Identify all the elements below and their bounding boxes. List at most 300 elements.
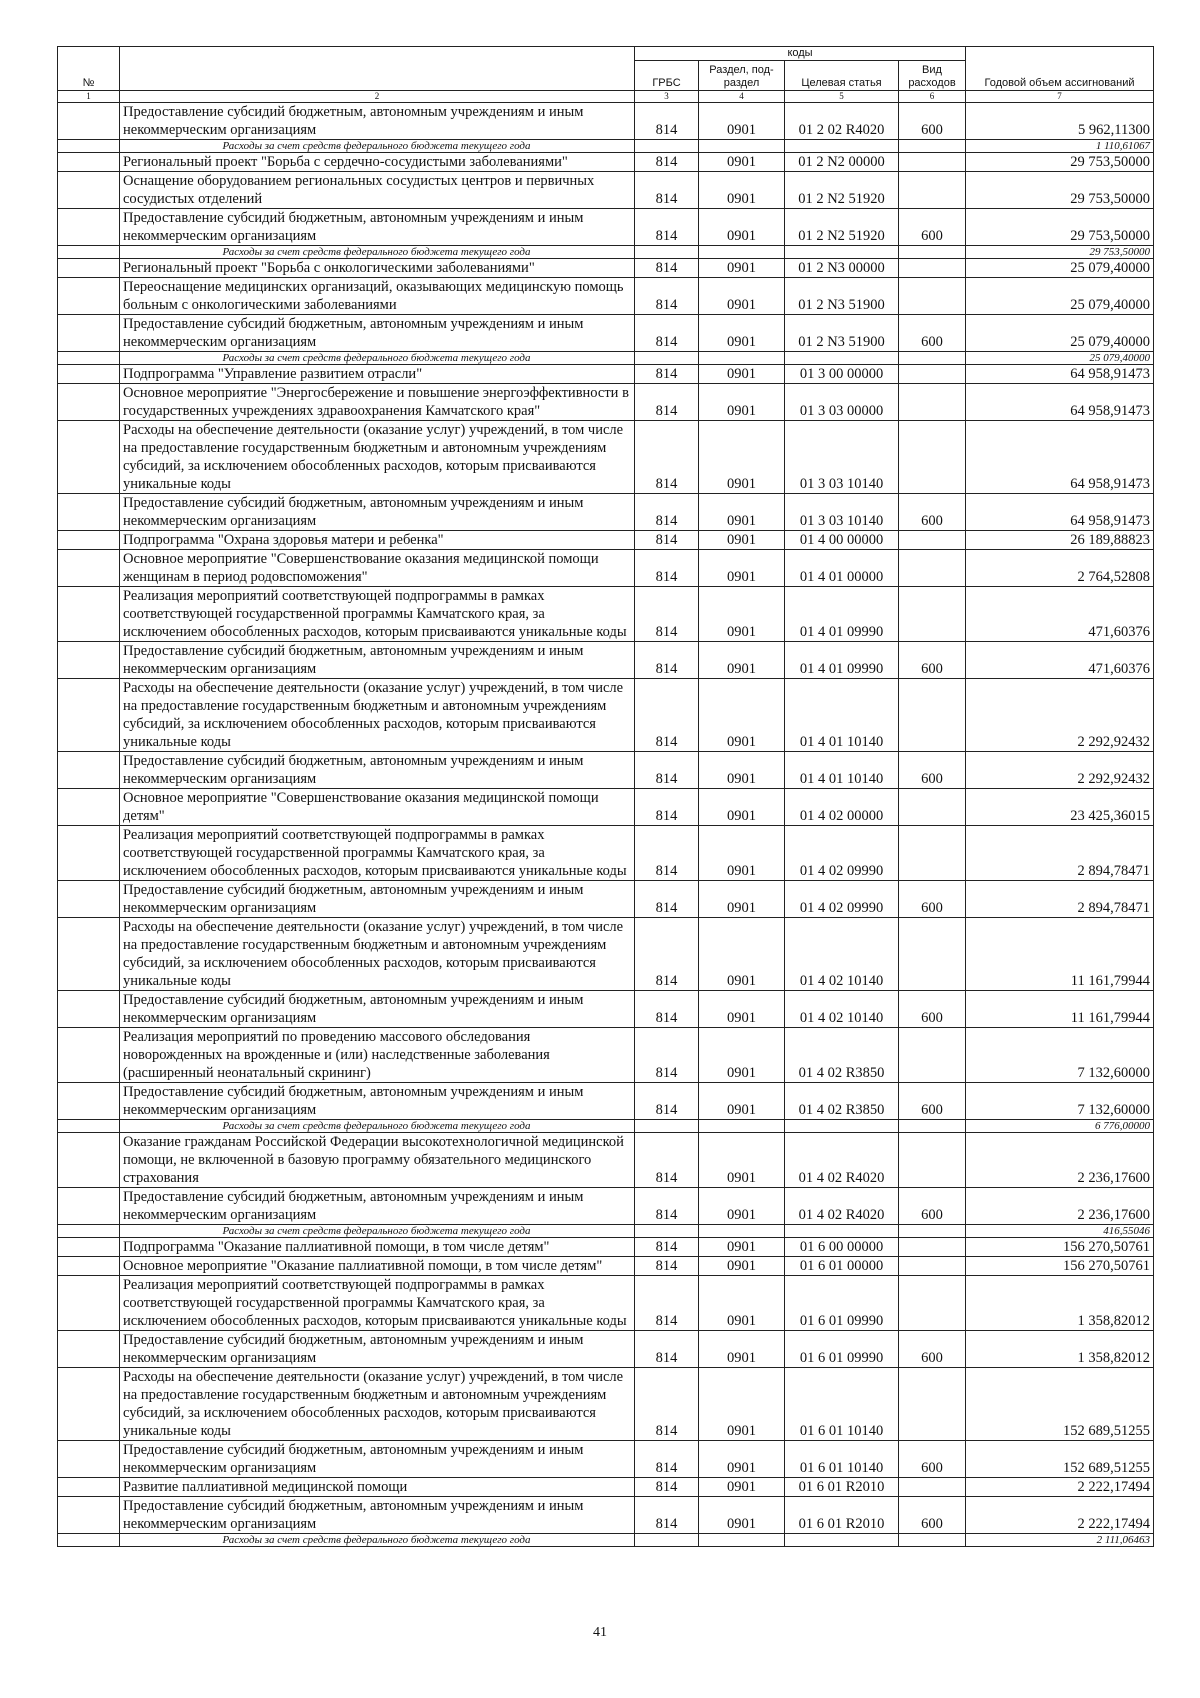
row-sum-cell: 1 110,61067 <box>966 140 1154 153</box>
table-row <box>58 209 1154 246</box>
row-name-cell: Предоставление субсидий бюджетным, автономным учреждениям и иным некоммерческим организациям <box>120 1441 635 1478</box>
row-razdel-cell: 0901 <box>699 1478 785 1497</box>
row-number-cell <box>58 918 120 991</box>
row-number-cell <box>58 1188 120 1225</box>
row-razdel-cell: 0901 <box>699 209 785 246</box>
row-razdel-cell: 0901 <box>699 826 785 881</box>
row-grbs-cell: 814 <box>635 881 699 918</box>
row-number-cell <box>58 172 120 209</box>
row-expense-type-cell: 600 <box>899 494 966 531</box>
header-target-article: Целевая статья <box>785 61 899 91</box>
header-index: 7 <box>966 91 1154 103</box>
table-row <box>58 172 1154 209</box>
row-razdel-cell: 0901 <box>699 679 785 752</box>
row-razdel-cell: 0901 <box>699 789 785 826</box>
row-target-article-cell: 01 4 02 10140 <box>785 918 899 991</box>
table-row <box>58 103 1154 140</box>
table-row <box>58 531 1154 550</box>
row-sum-cell: 26 189,88823 <box>966 531 1154 550</box>
row-grbs-cell: 814 <box>635 918 699 991</box>
row-sum-cell: 416,55046 <box>966 1225 1154 1238</box>
row-expense-type-cell <box>899 384 966 421</box>
row-expense-type-cell <box>899 1368 966 1441</box>
row-razdel-cell <box>699 246 785 259</box>
row-razdel-cell: 0901 <box>699 881 785 918</box>
table-row <box>58 1133 1154 1188</box>
row-name-cell: Расходы на обеспечение деятельности (оказание услуг) учреждений, в том числе на предоставление государственным бюджетным и автономным учреждениям субсидий, за исключением обособленных расходов, которым присваиваются уникальные коды <box>120 421 635 494</box>
row-grbs-cell: 814 <box>635 550 699 587</box>
row-grbs-cell: 814 <box>635 384 699 421</box>
row-sum-cell: 156 270,50761 <box>966 1257 1154 1276</box>
row-grbs-cell <box>635 1225 699 1238</box>
row-target-article-cell: 01 6 01 10140 <box>785 1441 899 1478</box>
federal-budget-row <box>58 1534 1154 1547</box>
row-expense-type-cell <box>899 587 966 642</box>
row-expense-type-cell <box>899 365 966 384</box>
row-grbs-cell: 814 <box>635 421 699 494</box>
row-name-cell: Подпрограмма "Управление развитием отрасли" <box>120 365 635 384</box>
row-sum-cell: 29 753,50000 <box>966 172 1154 209</box>
row-grbs-cell: 814 <box>635 259 699 278</box>
row-name-cell: Предоставление субсидий бюджетным, автономным учреждениям и иным некоммерческим организациям <box>120 1497 635 1534</box>
budget-table <box>57 46 1154 1547</box>
row-expense-type-cell: 600 <box>899 315 966 352</box>
row-grbs-cell: 814 <box>635 826 699 881</box>
row-expense-type-cell <box>899 826 966 881</box>
row-grbs-cell: 814 <box>635 1368 699 1441</box>
table-row <box>58 1238 1154 1257</box>
table-row <box>58 752 1154 789</box>
row-expense-type-cell: 600 <box>899 1331 966 1368</box>
row-name-cell: Предоставление субсидий бюджетным, автономным учреждениям и иным некоммерческим организациям <box>120 494 635 531</box>
row-expense-type-cell: 600 <box>899 642 966 679</box>
row-expense-type-cell <box>899 153 966 172</box>
row-target-article-cell <box>785 352 899 365</box>
row-target-article-cell: 01 2 N2 00000 <box>785 153 899 172</box>
row-target-article-cell: 01 4 01 09990 <box>785 642 899 679</box>
row-grbs-cell: 814 <box>635 587 699 642</box>
header-index: 6 <box>899 91 966 103</box>
row-razdel-cell <box>699 1120 785 1133</box>
row-grbs-cell: 814 <box>635 1238 699 1257</box>
row-expense-type-cell <box>899 1534 966 1547</box>
row-razdel-cell <box>699 1534 785 1547</box>
row-grbs-cell <box>635 140 699 153</box>
row-razdel-cell: 0901 <box>699 259 785 278</box>
table-row <box>58 494 1154 531</box>
row-name-cell: Региональный проект "Борьба с сердечно-сосудистыми заболеваниями" <box>120 153 635 172</box>
row-grbs-cell: 814 <box>635 278 699 315</box>
row-expense-type-cell: 600 <box>899 1497 966 1534</box>
header-name <box>120 47 635 91</box>
row-number-cell <box>58 352 120 365</box>
header-sum: Годовой объем ассигнований <box>966 47 1154 91</box>
row-expense-type-cell <box>899 550 966 587</box>
row-number-cell <box>58 1478 120 1497</box>
row-sum-cell: 29 753,50000 <box>966 153 1154 172</box>
row-target-article-cell: 01 4 02 00000 <box>785 789 899 826</box>
row-grbs-cell: 814 <box>635 1133 699 1188</box>
row-razdel-cell: 0901 <box>699 1331 785 1368</box>
row-grbs-cell: 814 <box>635 752 699 789</box>
table-row <box>58 1478 1154 1497</box>
row-number-cell <box>58 1441 120 1478</box>
row-number-cell <box>58 421 120 494</box>
row-razdel-cell: 0901 <box>699 587 785 642</box>
row-name-cell: Расходы за счет средств федерального бюджета текущего года <box>120 140 635 153</box>
row-grbs-cell: 814 <box>635 315 699 352</box>
row-target-article-cell: 01 6 00 00000 <box>785 1238 899 1257</box>
row-number-cell <box>58 1028 120 1083</box>
table-row <box>58 1497 1154 1534</box>
row-target-article-cell: 01 4 01 00000 <box>785 550 899 587</box>
row-name-cell: Основное мероприятие "Энергосбережение и повышение энергоэффективности в государственных учреждениях здравоохранения Камчатского края" <box>120 384 635 421</box>
row-grbs-cell <box>635 1120 699 1133</box>
row-number-cell <box>58 752 120 789</box>
row-number-cell <box>58 1225 120 1238</box>
row-name-cell: Расходы за счет средств федерального бюджета текущего года <box>120 1534 635 1547</box>
table-row <box>58 1083 1154 1120</box>
row-expense-type-cell <box>899 1257 966 1276</box>
row-name-cell: Развитие паллиативной медицинской помощи <box>120 1478 635 1497</box>
row-target-article-cell <box>785 1120 899 1133</box>
row-expense-type-cell <box>899 1478 966 1497</box>
row-expense-type-cell: 600 <box>899 103 966 140</box>
row-name-cell: Предоставление субсидий бюджетным, автономным учреждениям и иным некоммерческим организациям <box>120 1188 635 1225</box>
document-page <box>57 46 1153 1547</box>
row-razdel-cell <box>699 352 785 365</box>
row-grbs-cell <box>635 1534 699 1547</box>
table-row <box>58 881 1154 918</box>
row-razdel-cell: 0901 <box>699 1238 785 1257</box>
header-index: 3 <box>635 91 699 103</box>
row-razdel-cell: 0901 <box>699 550 785 587</box>
row-target-article-cell: 01 4 02 09990 <box>785 881 899 918</box>
table-row <box>58 1276 1154 1331</box>
row-expense-type-cell <box>899 1225 966 1238</box>
row-name-cell: Переоснащение медицинских организаций, оказывающих медицинскую помощь больным с онкологическими заболеваниями <box>120 278 635 315</box>
row-razdel-cell: 0901 <box>699 365 785 384</box>
row-expense-type-cell <box>899 172 966 209</box>
row-grbs-cell: 814 <box>635 153 699 172</box>
table-row <box>58 1368 1154 1441</box>
row-number-cell <box>58 365 120 384</box>
header-number: № <box>58 47 120 91</box>
row-number-cell <box>58 587 120 642</box>
row-sum-cell: 6 776,00000 <box>966 1120 1154 1133</box>
row-target-article-cell <box>785 1225 899 1238</box>
row-sum-cell: 2 222,17494 <box>966 1478 1154 1497</box>
row-number-cell <box>58 1331 120 1368</box>
row-expense-type-cell <box>899 1276 966 1331</box>
row-number-cell <box>58 494 120 531</box>
row-name-cell: Подпрограмма "Оказание паллиативной помощи, в том числе детям" <box>120 1238 635 1257</box>
row-target-article-cell: 01 2 N3 51900 <box>785 278 899 315</box>
table-row <box>58 991 1154 1028</box>
row-expense-type-cell: 600 <box>899 752 966 789</box>
row-sum-cell: 7 132,60000 <box>966 1083 1154 1120</box>
row-razdel-cell <box>699 140 785 153</box>
row-grbs-cell: 814 <box>635 991 699 1028</box>
row-number-cell <box>58 1497 120 1534</box>
row-name-cell: Оказание гражданам Российской Федерации высокотехнологичной медицинской помощи, не включенной в базовую программу обязательного медицинского страхования <box>120 1133 635 1188</box>
row-sum-cell: 64 958,91473 <box>966 384 1154 421</box>
row-number-cell <box>58 642 120 679</box>
table-row <box>58 679 1154 752</box>
table-row <box>58 259 1154 278</box>
row-target-article-cell: 01 3 00 00000 <box>785 365 899 384</box>
row-name-cell: Реализация мероприятий по проведению массового обследования новорожденных на врожденные и (или) наследственные заболевания (расширенный неонатальный скрининг) <box>120 1028 635 1083</box>
row-name-cell: Предоставление субсидий бюджетным, автономным учреждениям и иным некоммерческим организациям <box>120 991 635 1028</box>
row-expense-type-cell <box>899 918 966 991</box>
row-target-article-cell: 01 4 02 R3850 <box>785 1083 899 1120</box>
table-row <box>58 1257 1154 1276</box>
row-name-cell: Оснащение оборудованием региональных сосудистых центров и первичных сосудистых отделений <box>120 172 635 209</box>
row-sum-cell: 25 079,40000 <box>966 352 1154 365</box>
row-number-cell <box>58 991 120 1028</box>
row-expense-type-cell <box>899 246 966 259</box>
table-row <box>58 384 1154 421</box>
row-target-article-cell: 01 4 01 10140 <box>785 752 899 789</box>
row-expense-type-cell <box>899 1133 966 1188</box>
header-index: 5 <box>785 91 899 103</box>
row-target-article-cell: 01 6 01 00000 <box>785 1257 899 1276</box>
row-razdel-cell: 0901 <box>699 103 785 140</box>
row-number-cell <box>58 1238 120 1257</box>
row-number-cell <box>58 1534 120 1547</box>
row-razdel-cell: 0901 <box>699 1441 785 1478</box>
row-sum-cell: 471,60376 <box>966 587 1154 642</box>
row-grbs-cell: 814 <box>635 1083 699 1120</box>
row-number-cell <box>58 384 120 421</box>
row-razdel-cell: 0901 <box>699 1368 785 1441</box>
row-name-cell: Предоставление субсидий бюджетным, автономным учреждениям и иным некоммерческим организациям <box>120 1331 635 1368</box>
row-sum-cell: 1 358,82012 <box>966 1331 1154 1368</box>
federal-budget-row <box>58 352 1154 365</box>
row-name-cell: Региональный проект "Борьба с онкологическими заболеваниями" <box>120 259 635 278</box>
row-number-cell <box>58 103 120 140</box>
row-grbs-cell: 814 <box>635 1331 699 1368</box>
row-razdel-cell: 0901 <box>699 531 785 550</box>
row-number-cell <box>58 1120 120 1133</box>
row-number-cell <box>58 531 120 550</box>
row-sum-cell: 25 079,40000 <box>966 259 1154 278</box>
row-sum-cell: 25 079,40000 <box>966 278 1154 315</box>
row-target-article-cell: 01 3 03 00000 <box>785 384 899 421</box>
table-row <box>58 587 1154 642</box>
header-expense-type: Вид расходов <box>899 61 966 91</box>
row-sum-cell: 2 222,17494 <box>966 1497 1154 1534</box>
row-target-article-cell: 01 4 02 09990 <box>785 826 899 881</box>
row-target-article-cell: 01 2 02 R4020 <box>785 103 899 140</box>
table-body <box>58 103 1154 1547</box>
row-sum-cell: 2 292,92432 <box>966 752 1154 789</box>
row-sum-cell: 11 161,79944 <box>966 918 1154 991</box>
row-razdel-cell: 0901 <box>699 384 785 421</box>
row-expense-type-cell <box>899 531 966 550</box>
row-razdel-cell: 0901 <box>699 172 785 209</box>
row-grbs-cell <box>635 352 699 365</box>
row-razdel-cell: 0901 <box>699 752 785 789</box>
row-name-cell: Реализация мероприятий соответствующей подпрограммы в рамках соответствующей государственной программы Камчатского края, за исключением обособленных расходов, которым присваиваются уникальные коды <box>120 587 635 642</box>
row-sum-cell: 23 425,36015 <box>966 789 1154 826</box>
table-row <box>58 918 1154 991</box>
row-sum-cell: 2 764,52808 <box>966 550 1154 587</box>
header-razdel: Раздел, под-раздел <box>699 61 785 91</box>
row-expense-type-cell: 600 <box>899 881 966 918</box>
row-razdel-cell: 0901 <box>699 1083 785 1120</box>
row-razdel-cell: 0901 <box>699 278 785 315</box>
row-name-cell: Основное мероприятие "Совершенствование оказания медицинской помощи детям" <box>120 789 635 826</box>
row-sum-cell: 64 958,91473 <box>966 365 1154 384</box>
row-sum-cell: 2 111,06463 <box>966 1534 1154 1547</box>
header-index: 4 <box>699 91 785 103</box>
row-target-article-cell: 01 6 01 09990 <box>785 1276 899 1331</box>
row-expense-type-cell <box>899 789 966 826</box>
row-name-cell: Расходы за счет средств федерального бюджета текущего года <box>120 1120 635 1133</box>
row-expense-type-cell: 600 <box>899 991 966 1028</box>
row-razdel-cell: 0901 <box>699 153 785 172</box>
header-index: 1 <box>58 91 120 103</box>
row-number-cell <box>58 140 120 153</box>
row-sum-cell: 2 236,17600 <box>966 1188 1154 1225</box>
table-row <box>58 315 1154 352</box>
row-expense-type-cell: 600 <box>899 1083 966 1120</box>
page-number: 41 <box>593 1625 607 1640</box>
row-grbs-cell: 814 <box>635 642 699 679</box>
row-name-cell: Предоставление субсидий бюджетным, автономным учреждениям и иным некоммерческим организациям <box>120 209 635 246</box>
row-razdel-cell <box>699 1225 785 1238</box>
row-target-article-cell <box>785 140 899 153</box>
table-row <box>58 826 1154 881</box>
row-grbs-cell: 814 <box>635 172 699 209</box>
row-expense-type-cell <box>899 679 966 752</box>
row-razdel-cell: 0901 <box>699 1257 785 1276</box>
row-name-cell: Расходы за счет средств федерального бюджета текущего года <box>120 352 635 365</box>
table-row <box>58 421 1154 494</box>
row-razdel-cell: 0901 <box>699 494 785 531</box>
row-number-cell <box>58 881 120 918</box>
row-razdel-cell: 0901 <box>699 918 785 991</box>
row-name-cell: Реализация мероприятий соответствующей подпрограммы в рамках соответствующей государственной программы Камчатского края, за исключением обособленных расходов, которым присваиваются уникальные коды <box>120 826 635 881</box>
row-number-cell <box>58 315 120 352</box>
row-expense-type-cell <box>899 140 966 153</box>
row-name-cell: Расходы на обеспечение деятельности (оказание услуг) учреждений, в том числе на предоставление государственным бюджетным и автономным учреждениям субсидий, за исключением обособленных расходов, которым присваиваются уникальные коды <box>120 1368 635 1441</box>
row-sum-cell: 2 894,78471 <box>966 826 1154 881</box>
row-expense-type-cell <box>899 352 966 365</box>
table-row <box>58 1441 1154 1478</box>
row-target-article-cell: 01 2 N3 00000 <box>785 259 899 278</box>
row-razdel-cell: 0901 <box>699 991 785 1028</box>
table-row <box>58 365 1154 384</box>
table-row <box>58 550 1154 587</box>
row-grbs-cell: 814 <box>635 1257 699 1276</box>
row-name-cell: Расходы за счет средств федерального бюджета текущего года <box>120 1225 635 1238</box>
row-expense-type-cell <box>899 1028 966 1083</box>
row-grbs-cell <box>635 246 699 259</box>
federal-budget-row <box>58 1225 1154 1238</box>
row-target-article-cell: 01 6 01 10140 <box>785 1368 899 1441</box>
row-target-article-cell: 01 2 N3 51900 <box>785 315 899 352</box>
row-expense-type-cell: 600 <box>899 1188 966 1225</box>
row-expense-type-cell: 600 <box>899 209 966 246</box>
row-expense-type-cell <box>899 1238 966 1257</box>
row-target-article-cell: 01 3 03 10140 <box>785 494 899 531</box>
row-sum-cell: 11 161,79944 <box>966 991 1154 1028</box>
row-expense-type-cell <box>899 278 966 315</box>
row-name-cell: Основное мероприятие "Совершенствование оказания медицинской помощи женщинам в период родовспоможения" <box>120 550 635 587</box>
row-sum-cell: 25 079,40000 <box>966 315 1154 352</box>
row-expense-type-cell: 600 <box>899 1441 966 1478</box>
row-number-cell <box>58 153 120 172</box>
row-sum-cell: 64 958,91473 <box>966 494 1154 531</box>
row-grbs-cell: 814 <box>635 1497 699 1534</box>
row-number-cell <box>58 826 120 881</box>
row-name-cell: Расходы на обеспечение деятельности (оказание услуг) учреждений, в том числе на предоставление государственным бюджетным и автономным учреждениям субсидий, за исключением обособленных расходов, которым присваиваются уникальные коды <box>120 679 635 752</box>
row-name-cell: Основное мероприятие "Оказание паллиативной помощи, в том числе детям" <box>120 1257 635 1276</box>
header-grbs: ГРБС <box>635 61 699 91</box>
row-name-cell: Предоставление субсидий бюджетным, автономным учреждениям и иным некоммерческим организациям <box>120 881 635 918</box>
row-sum-cell: 5 962,11300 <box>966 103 1154 140</box>
row-number-cell <box>58 679 120 752</box>
table-row <box>58 1028 1154 1083</box>
row-sum-cell: 2 292,92432 <box>966 679 1154 752</box>
table-row <box>58 278 1154 315</box>
row-target-article-cell: 01 3 03 10140 <box>785 421 899 494</box>
row-number-cell <box>58 259 120 278</box>
row-razdel-cell: 0901 <box>699 1188 785 1225</box>
row-target-article-cell: 01 4 02 10140 <box>785 991 899 1028</box>
row-target-article-cell: 01 4 01 10140 <box>785 679 899 752</box>
row-target-article-cell: 01 6 01 R2010 <box>785 1478 899 1497</box>
row-grbs-cell: 814 <box>635 1276 699 1331</box>
table-row <box>58 789 1154 826</box>
row-sum-cell: 2 236,17600 <box>966 1133 1154 1188</box>
row-number-cell <box>58 246 120 259</box>
row-name-cell: Предоставление субсидий бюджетным, автономным учреждениям и иным некоммерческим организациям <box>120 752 635 789</box>
row-grbs-cell: 814 <box>635 531 699 550</box>
row-number-cell <box>58 1368 120 1441</box>
row-razdel-cell: 0901 <box>699 1276 785 1331</box>
row-number-cell <box>58 1257 120 1276</box>
row-name-cell: Предоставление субсидий бюджетным, автономным учреждениям и иным некоммерческим организациям <box>120 1083 635 1120</box>
table-row <box>58 642 1154 679</box>
row-target-article-cell: 01 2 N2 51920 <box>785 172 899 209</box>
header-codes: коды <box>635 47 966 61</box>
row-target-article-cell: 01 4 02 R3850 <box>785 1028 899 1083</box>
header-index-row <box>58 91 1154 103</box>
row-sum-cell: 1 358,82012 <box>966 1276 1154 1331</box>
row-name-cell: Расходы за счет средств федерального бюджета текущего года <box>120 246 635 259</box>
row-grbs-cell: 814 <box>635 789 699 826</box>
federal-budget-row <box>58 246 1154 259</box>
table-row <box>58 1331 1154 1368</box>
row-name-cell: Предоставление субсидий бюджетным, автономным учреждениям и иным некоммерческим организациям <box>120 642 635 679</box>
table-row <box>58 1188 1154 1225</box>
row-sum-cell: 29 753,50000 <box>966 246 1154 259</box>
federal-budget-row <box>58 1120 1154 1133</box>
row-sum-cell: 64 958,91473 <box>966 421 1154 494</box>
row-expense-type-cell <box>899 421 966 494</box>
row-grbs-cell: 814 <box>635 1478 699 1497</box>
row-razdel-cell: 0901 <box>699 642 785 679</box>
table-header <box>58 47 1154 103</box>
row-sum-cell: 471,60376 <box>966 642 1154 679</box>
row-number-cell <box>58 1133 120 1188</box>
row-number-cell <box>58 1083 120 1120</box>
header-index: 2 <box>120 91 635 103</box>
row-sum-cell: 152 689,51255 <box>966 1368 1154 1441</box>
